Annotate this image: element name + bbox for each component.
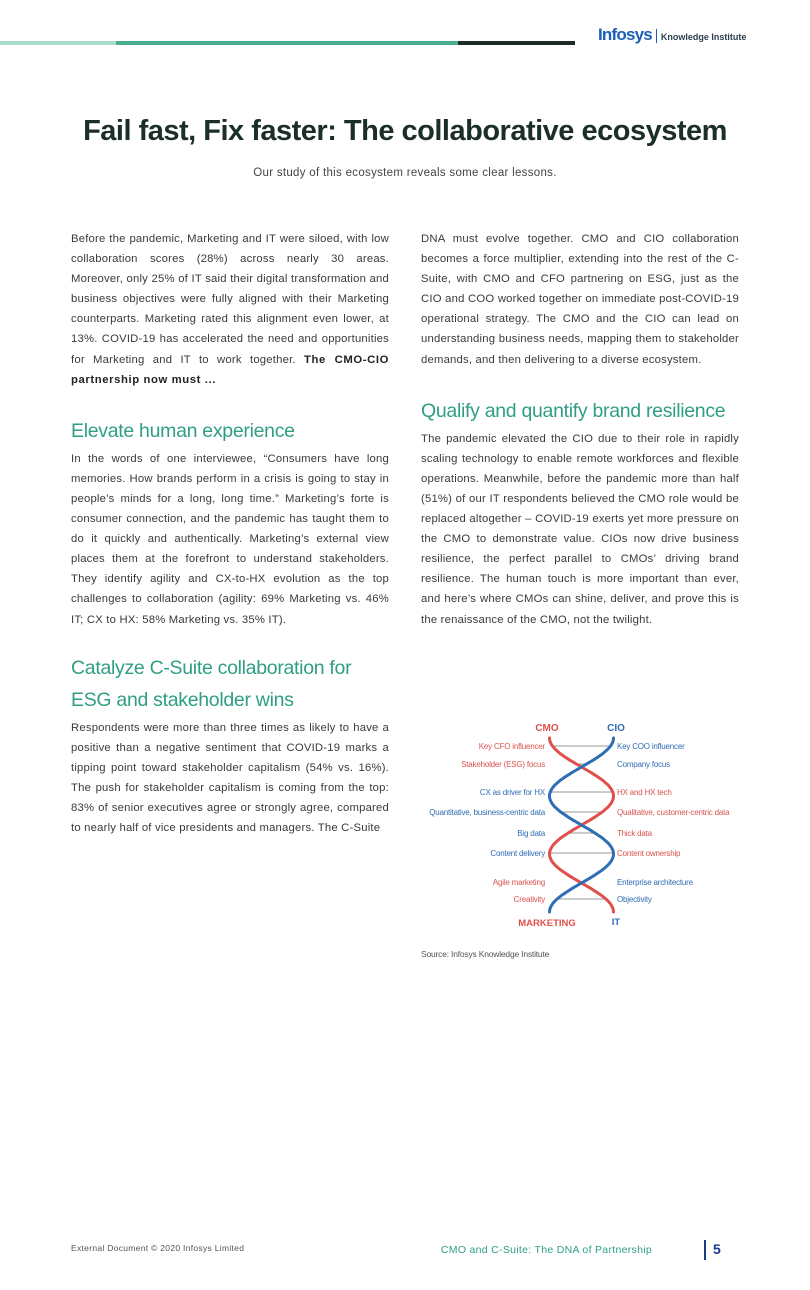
logo-brand: Infosys [598, 25, 652, 44]
section-heading-c-suite: Catalyze C-Suite collaboration for ESG and stakeholder wins [71, 656, 352, 711]
intro-text: Before the pandemic, Marketing and IT were siloed, with low collaboration scores (28%) across nearly 30 areas. Moreover, only 25% of IT said their digital transformation and business objectives were fully aligned with their Marketing counterparts. Marketing rated this alignment even lower, at 13%. COVID-19 has accelerated the need and opportunities for Marketing and IT to work together. [71, 233, 389, 366]
dna-left-labels [429, 742, 546, 904]
dna-label-cio: CIO [607, 723, 625, 734]
dna-right-label: HX and HX tech [617, 788, 672, 797]
dna-right-label: Objectivity [617, 895, 652, 904]
infosys-logo [598, 26, 746, 44]
intro-bold-text: The CMO-CIO partnership now must ... [71, 353, 390, 386]
dna-right-label: Qualitative, customer-centric data [617, 808, 730, 817]
intro-paragraph [71, 229, 389, 390]
dna-right-label: Company focus [617, 760, 670, 769]
section-heading-human-experience: Elevate human experience [71, 419, 295, 442]
dna-left-label: Creativity [513, 895, 545, 904]
dna-right-label: Enterprise architecture [617, 878, 693, 887]
footer-document-title: CMO and C-Suite: The DNA of Partnership [440, 1244, 652, 1256]
header-bar-green [116, 41, 458, 45]
dna-left-label: Agile marketing [492, 878, 545, 887]
dna-left-label: Stakeholder (ESG) focus [461, 760, 545, 769]
dna-right-label: Content ownership [617, 849, 681, 858]
dna-left-label: Quantitative, business-centric data [429, 808, 545, 817]
dna-left-label: Key CFO influencer [478, 742, 545, 751]
header-bar-light [0, 41, 116, 45]
dna-label-cmo: CMO [535, 723, 559, 734]
dna-diagram [420, 716, 742, 932]
page-number: 5 [713, 1241, 721, 1257]
continued-paragraph: DNA must evolve together. CMO and CIO collaboration becomes a force multiplier, extending into the rest of the C-Suite, with CMO and CFO partnering on ESG, just as the CIO and COO worked together on immediate post-COVID-19 operational strategy. The CMO and the CIO can lead on understanding business needs, mapping them to stakeholder demands, and then delivering to a diverse ecosystem. [421, 233, 739, 366]
dna-right-label: Key COO influencer [617, 742, 685, 751]
footer-copyright: External Document © 2020 Infosys Limited [71, 1243, 245, 1253]
dna-rungs [550, 746, 614, 899]
section-body-brand-resilience: The pandemic elevated the CIO due to their role in rapidly scaling technology to enable remote workforces and flexible operations. Meanwhile, before the pandemic more than half (51%) of our IT respondents believed the CMO role would be replaced altogether – COVID-19 exerts yet more pressure on the CMO to demonstrate value. CIOs now drive business resilience, the perfect parallel to CMOs’ driving brand resilience. The human touch is more important than ever, and here’s where CMOs can shine, deliver, and prove this is the renaissance of the CMO, not the twilight. [421, 432, 739, 626]
logo-separator [656, 29, 657, 43]
section-body-human-experience: In the words of one interviewee, “Consumers have long memories. How brands perform in a crisis is going to stay in people’s minds for a long, long time.” Marketing’s forte is consumer connection, and the pandemic has taught them to do it quickly and authentically. Marketing’s external view places them at the forefront to understand stakeholders. They identify agility and CX-to-HX evolution as the top challenges to collaboration (agility: 69% Marketing vs. 46% IT; CX to HX: 58% Marketing vs. 35% IT). [71, 452, 389, 626]
header-bar-dark [458, 41, 575, 45]
dna-right-labels [617, 742, 730, 904]
footer-separator [704, 1240, 706, 1260]
dna-left-label: CX as driver for HX [479, 788, 545, 797]
section-heading-brand-resilience: Qualify and quantify brand resilience [421, 399, 726, 422]
dna-label-marketing: MARKETING [518, 918, 576, 929]
dna-label-it: IT [611, 917, 621, 928]
dna-right-label: Thick data [617, 829, 652, 838]
logo-subtitle: Knowledge Institute [660, 32, 747, 42]
dna-left-label: Big data [517, 829, 545, 838]
page-subtitle: Our study of this ecosystem reveals some clear lessons. [253, 167, 557, 179]
page-title: Fail fast, Fix faster: The collaborative ecosystem [83, 115, 727, 147]
section-body-c-suite: Respondents were more than three times as likely to have a positive than a negative sentiment that COVID-19 marks a tipping point toward stakeholder capitalism (54% vs. 16%). The push for stakeholder capitalism is coming from the top: 83% of senior executives agree or strongly agree, compared to nearly half of vice presidents and managers. The C-Suite [71, 721, 389, 835]
dna-left-label: Content delivery [490, 849, 545, 858]
source-note: Source: Infosys Knowledge Institute [421, 949, 550, 959]
left-column [71, 229, 389, 838]
right-column [421, 229, 739, 630]
